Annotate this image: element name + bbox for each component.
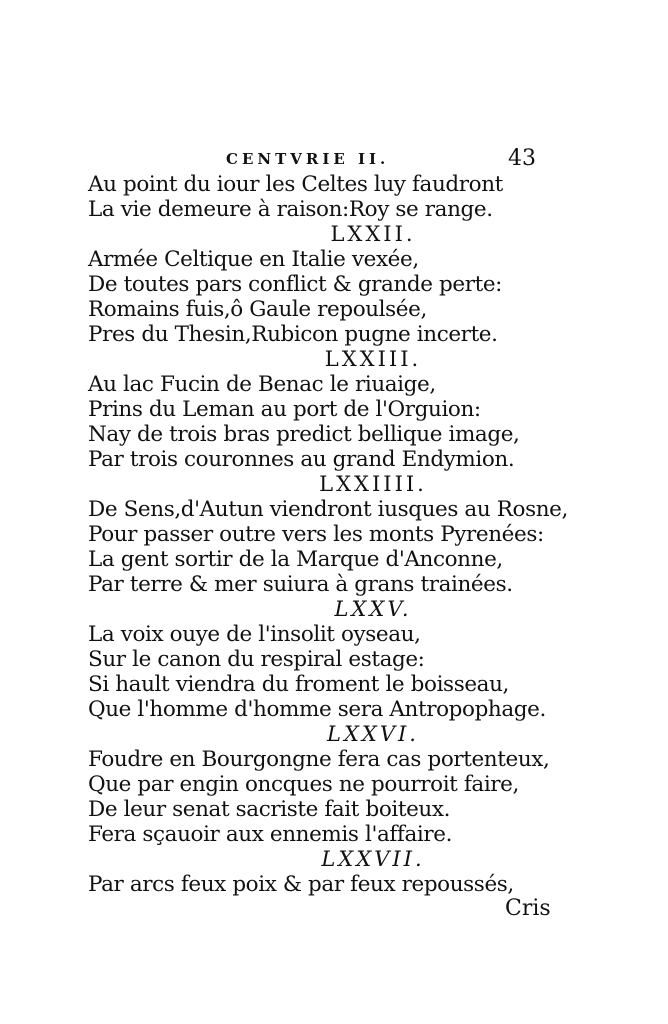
verse-line: Romains fuis,ô Gaule repoulsée, — [88, 297, 427, 322]
verse-line: Sur le canon du respiral estage: — [88, 647, 425, 672]
verse-line: Fera sçauoir aux ennemis l'affaire. — [88, 822, 453, 847]
text-block — [88, 172, 568, 897]
verse-line: Au lac Fucin de Benac le riuaige, — [88, 372, 436, 397]
verse-line: De toutes pars conflict & grande perte: — [88, 272, 503, 297]
verse-line: La vie demeure à raison:Roy se range. — [88, 197, 493, 222]
quatrain-heading: LXXII. — [330, 222, 416, 246]
verse-line: Que par engin oncques ne pourroit faire, — [88, 772, 519, 797]
verse-line: Nay de trois bras predict bellique image, — [88, 422, 520, 447]
quatrain-heading: LXXV. — [334, 597, 412, 621]
catchword: Cris — [505, 896, 551, 921]
verse-line: Par trois couronnes au grand Endymion. — [88, 447, 515, 472]
verse-line: Par terre & mer suiura à grans trainées. — [88, 572, 513, 597]
verse-line: De Sens,d'Autun viendront iusques au Rosne, — [88, 497, 568, 522]
quatrain-heading: LXXIII. — [324, 347, 422, 371]
verse-line: Au point du iour les Celtes luy faudront — [88, 172, 503, 197]
verse-line: Armée Celtique en Italie vexée, — [88, 247, 419, 272]
verse-line: Pour passer outre vers les monts Pyrenées: — [88, 522, 544, 547]
verse-line: Pres du Thesin,Rubicon pugne incerte. — [88, 322, 498, 347]
verse-line: Foudre en Bourgongne fera cas portenteux, — [88, 747, 550, 772]
page-number: 43 — [508, 146, 536, 171]
verse-line: Par arcs feux poix & par feux repoussés, — [88, 872, 514, 897]
quatrain-heading: LXXVI. — [327, 722, 419, 746]
running-head: CENTVRIE II. — [226, 150, 390, 168]
verse-line: De leur senat sacriste fait boiteux. — [88, 797, 451, 822]
quatrain-heading: LXXVII. — [321, 847, 425, 871]
verse-line: La gent sortir de la Marque d'Anconne, — [88, 547, 503, 572]
verse-line: La voix ouye de l'insolit oyseau, — [88, 622, 421, 647]
quatrain-heading: LXXIIII. — [319, 472, 427, 496]
verse-line: Que l'homme d'homme sera Antropophage. — [88, 697, 546, 722]
verse-line: Si hault viendra du froment le boisseau, — [88, 672, 509, 697]
verse-line: Prins du Leman au port de l'Orguion: — [88, 397, 481, 422]
